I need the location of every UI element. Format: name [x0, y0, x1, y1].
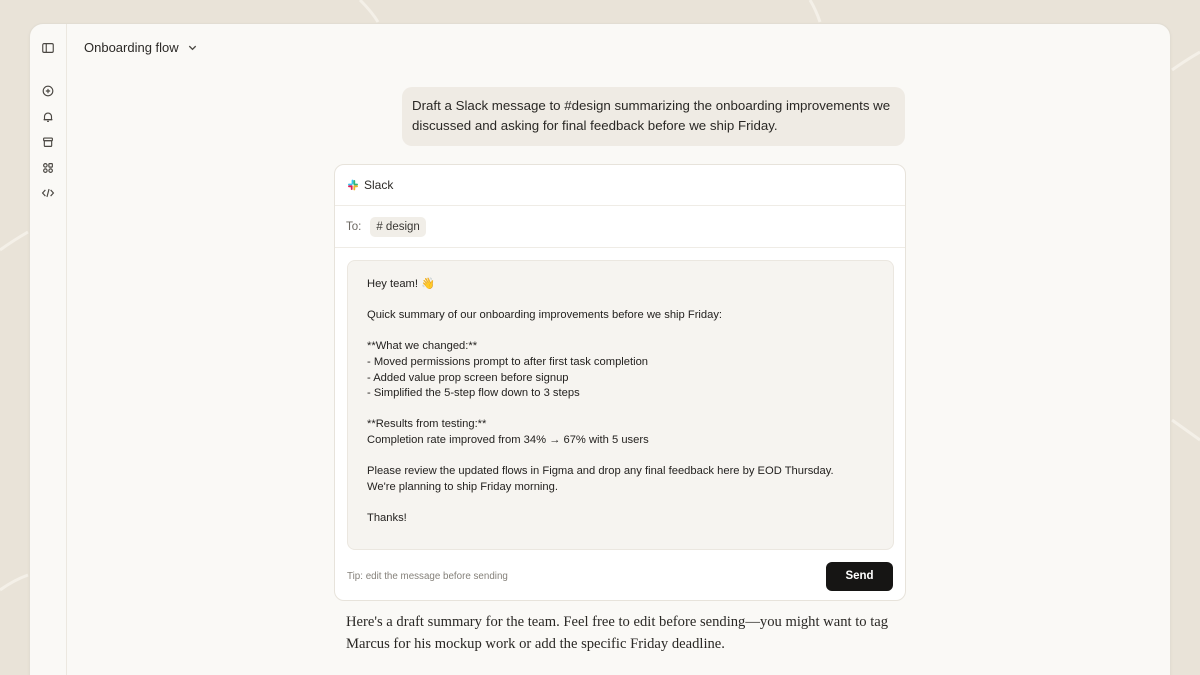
message-line: Thanks!	[367, 511, 407, 524]
sidebar-rail	[30, 24, 67, 675]
message-line: **What we changed:**	[367, 340, 478, 353]
message-line: Quick summary of our onboarding improvements before we ship Friday:	[367, 309, 723, 322]
chevron-down-icon	[187, 42, 198, 53]
message-line: We're planning to ship Friday morning.	[367, 480, 558, 493]
notifications-icon[interactable]	[40, 109, 56, 125]
assistant-message-text: Here's a draft summary for the team. Feel free to edit before sending—you might want to tag Marcus for his mockup work or add the specific Friday deadline.	[346, 614, 889, 652]
user-message	[402, 87, 905, 146]
message-line: Please review the updated flows in Figma and drop any final feedback here by EOD Thursday.	[367, 465, 834, 478]
new-chat-icon[interactable]	[40, 83, 56, 99]
message-editor[interactable]	[347, 260, 894, 550]
conversation-title-dropdown[interactable]	[84, 40, 198, 55]
tip-text: Tip: edit the message before sending	[347, 570, 508, 582]
assistant-message	[346, 611, 906, 655]
apps-icon[interactable]	[40, 160, 56, 176]
recipient-row	[335, 206, 905, 248]
slack-logo-icon	[347, 179, 359, 191]
channel-chip[interactable]: # design	[370, 217, 425, 237]
app-name: Slack	[364, 178, 394, 192]
message-line: - Added value prop screen before signup	[367, 371, 569, 384]
code-icon[interactable]	[40, 185, 56, 201]
message-line	[367, 449, 874, 465]
message-line: Hey team! 👋	[367, 278, 436, 290]
app-window	[29, 23, 1171, 675]
message-line	[367, 293, 874, 309]
message-line: **Results from testing:**	[367, 418, 487, 431]
send-button[interactable]: Send	[826, 562, 893, 591]
to-label: To:	[346, 220, 362, 233]
card-header	[335, 165, 905, 206]
page-title: Onboarding flow	[84, 40, 179, 55]
message-line: Completion rate improved from 34% → 67% with 5 users	[367, 433, 649, 446]
message-line	[367, 495, 874, 511]
card-footer	[347, 561, 893, 591]
message-line	[367, 324, 874, 340]
user-message-text: Draft a Slack message to #design summarizing the onboarding improvements we discussed and asking for final feedback before we ship Friday.	[412, 98, 891, 133]
message-line	[367, 402, 874, 418]
slack-draft-card	[334, 164, 906, 601]
message-line: - Moved permissions prompt to after first task completion	[367, 355, 649, 368]
sidebar-toggle-icon[interactable]	[40, 40, 56, 56]
message-line: - Simplified the 5-step flow down to 3 steps	[367, 387, 580, 400]
archive-icon[interactable]	[40, 134, 56, 150]
